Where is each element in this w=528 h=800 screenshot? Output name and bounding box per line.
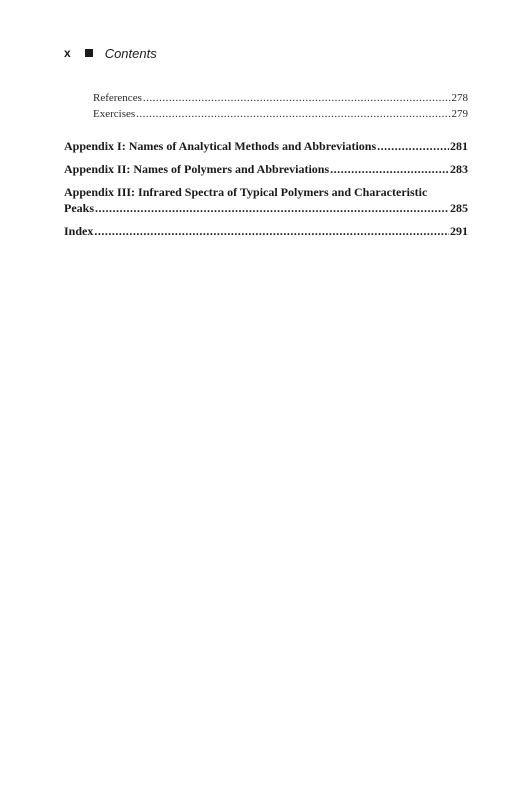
- toc-entry-line2: [64, 200, 468, 216]
- toc-entry-exercises[interactable]: [64, 106, 468, 122]
- dot-leader: [136, 106, 450, 122]
- toc-entry-page: 278: [451, 92, 468, 104]
- toc-entry-references[interactable]: [64, 90, 468, 106]
- toc-entry-appendix-2[interactable]: [64, 161, 468, 177]
- toc-entry-label: Index: [64, 224, 94, 238]
- toc-entry-label-line1: Appendix III: Infrared Spectra of Typical Polymers and Characteristic: [64, 185, 428, 199]
- toc-entry-label: References: [93, 92, 142, 104]
- square-bullet-icon: [85, 49, 93, 57]
- table-of-contents: [64, 90, 468, 239]
- toc-entry-label: Appendix I: Names of Analytical Methods and Abbreviations: [64, 139, 377, 153]
- toc-entry-page: 291: [450, 224, 468, 238]
- dot-leader: [143, 90, 451, 106]
- dot-leader: [94, 223, 449, 239]
- section-title: Contents: [104, 45, 157, 61]
- toc-entry-label: Exercises: [93, 108, 136, 120]
- toc-entry-index[interactable]: [64, 223, 468, 239]
- toc-entry-label: Appendix II: Names of Polymers and Abbreviations: [64, 162, 330, 176]
- toc-entry-page: 285: [450, 201, 468, 215]
- dot-leader: [377, 138, 449, 154]
- toc-entry-appendix-3[interactable]: [64, 184, 468, 216]
- running-header: [64, 44, 157, 62]
- toc-entry-page: 281: [450, 139, 468, 153]
- page-numeral: x: [64, 46, 71, 60]
- toc-entry-page: 283: [450, 162, 468, 176]
- dot-leader: [95, 200, 449, 216]
- toc-entry-appendix-1[interactable]: [64, 138, 468, 154]
- toc-entry-label-line2: Peaks: [64, 201, 94, 215]
- toc-entry-page: 279: [451, 108, 468, 120]
- dot-leader: [330, 161, 449, 177]
